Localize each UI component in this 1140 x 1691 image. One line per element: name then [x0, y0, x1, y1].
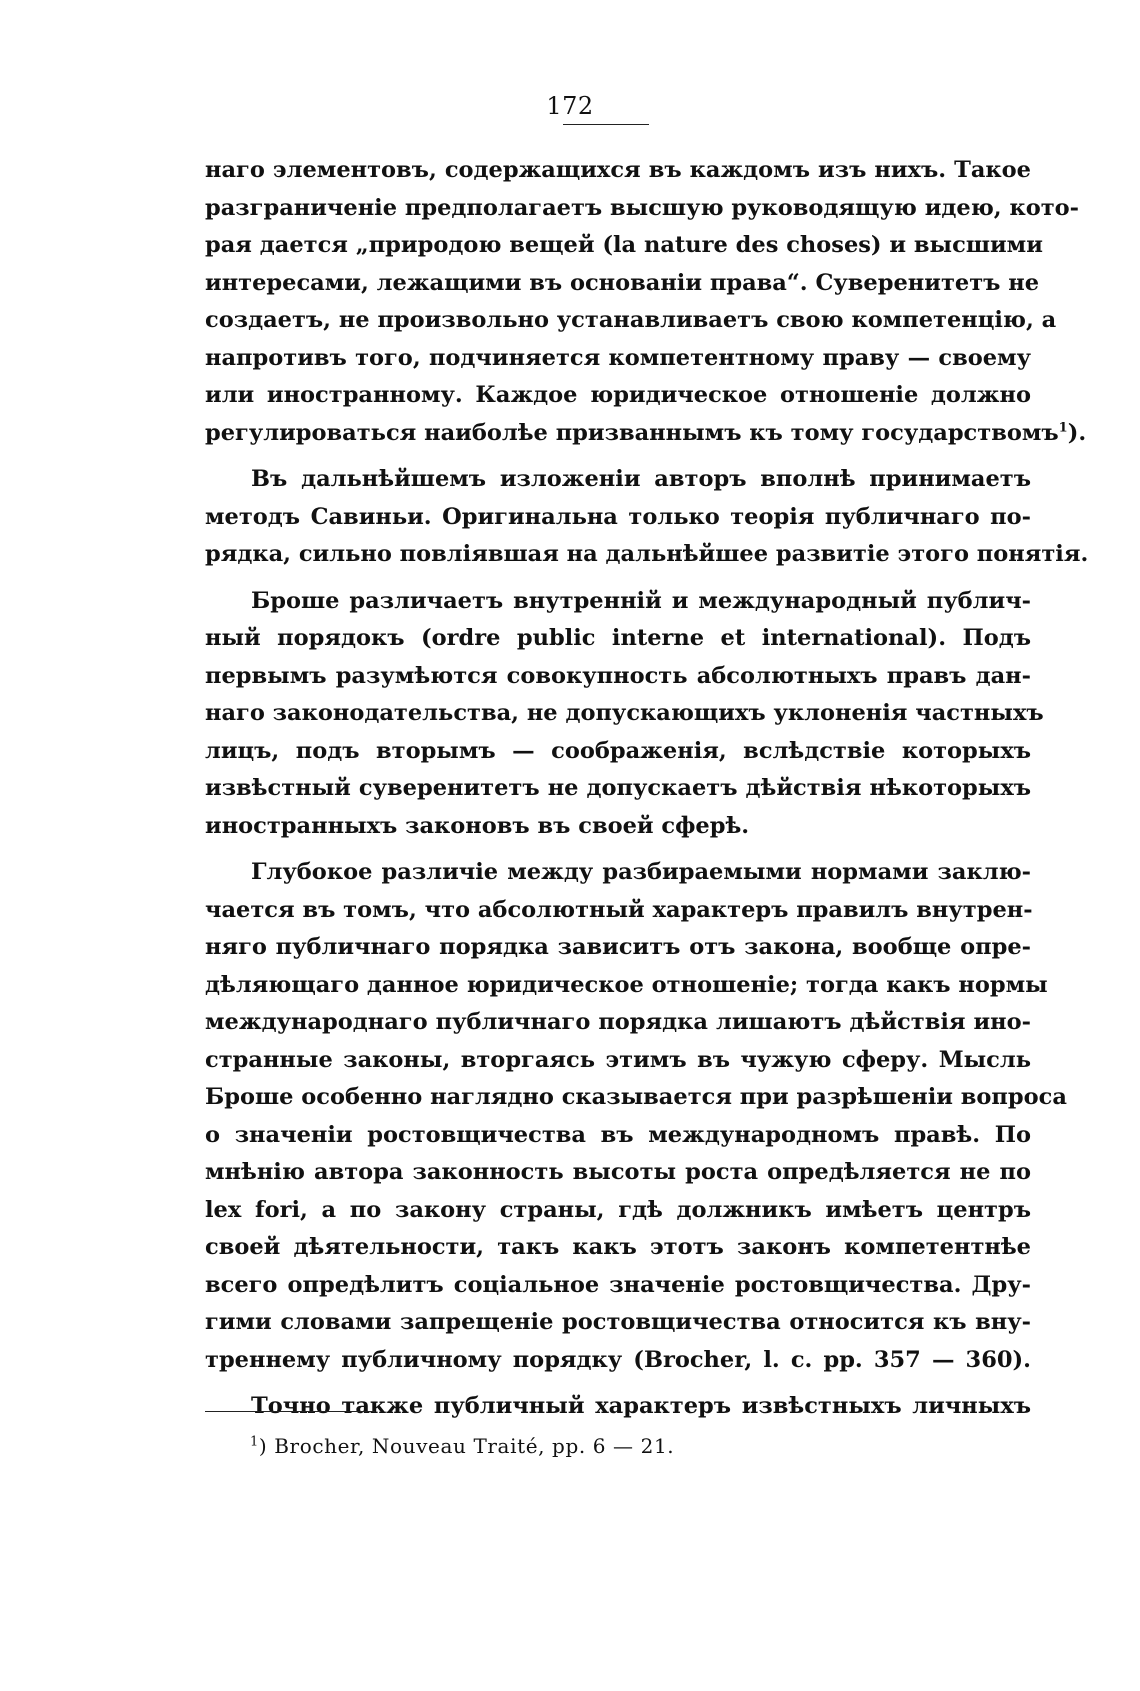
text-line: международнаго публичнаго порядка лишаютъ дѣйствія ино-: [205, 1009, 1031, 1035]
paragraph-2: [205, 461, 1089, 574]
text-line: напротивъ того, подчиняется компетентному праву — своему: [205, 344, 1031, 371]
text-line: треннему публичному порядку (Brocher, l. c. pp. 357 — 360).: [205, 1346, 1031, 1373]
text-line: наго законодательства, не допускающихъ уклоненія частныхъ: [205, 700, 1044, 726]
text-line: Броше особенно наглядно сказывается при разрѣшеніи вопроса: [205, 1084, 1067, 1110]
footnote-text: ) Brocher, Nouveau Traité, pp. 6 — 21.: [258, 1434, 675, 1458]
text-line: странные законы, вторгаясь этимъ въ чужую сферу. Мысль: [205, 1046, 1031, 1073]
text-line: первымъ разумѣются совокупность абсолютныхъ правъ дан-: [205, 662, 1031, 689]
text-line: Въ дальнѣйшемъ изложеніи авторъ вполнѣ принимаетъ: [251, 466, 1031, 492]
text-line: или иностранному. Каждое юридическое отношеніе должно: [205, 382, 1031, 408]
text-line: разграниченіе предполагаетъ высшую руководящую идею, кото-: [205, 194, 1079, 221]
paragraph-1: [205, 152, 1087, 452]
text-line: о значеніи ростовщичества въ международномъ правѣ. По: [205, 1121, 1031, 1148]
text-line: методъ Савиньи. Оригинальна только теорія публичнаго по-: [205, 503, 1031, 530]
text-line: мнѣнію автора законность высоты роста опредѣляется не по: [205, 1159, 1031, 1185]
text-line: рая дается „природою вещей (la nature des choses) и высшими: [205, 232, 1043, 258]
text-line: Глубокое различіе между разбираемыми нормами заклю-: [251, 859, 1031, 885]
text-line: интересами, лежащими въ основаніи права“. Суверенитетъ не: [205, 269, 1040, 296]
text-line: всего опредѣлитъ соціальное значеніе ростовщичества. Дру-: [205, 1271, 1031, 1298]
text-line: наго элементовъ, содержащихся въ каждомъ изъ нихъ. Такое: [205, 157, 1031, 183]
text-line: Броше различаетъ внутренній и международный публич-: [251, 587, 1031, 614]
text-line: ный порядокъ (ordre public interne et international). Подъ: [205, 625, 1031, 651]
page-number-rule: [563, 124, 649, 125]
text-line: иностранныхъ законовъ въ своей сферѣ.: [205, 812, 750, 839]
text-line: гими словами запрещеніе ростовщичества относится къ вну-: [205, 1309, 1031, 1335]
footnote: [250, 1432, 674, 1460]
paragraph-3: [205, 583, 1044, 846]
page-number: 172: [546, 92, 594, 120]
footnote-marker: 1: [250, 1434, 259, 1450]
text-line: lex fori, а по закону страны, гдѣ должникъ имѣетъ центръ: [205, 1196, 1031, 1223]
text-line: Точно также публичный характеръ извѣстныхъ личныхъ: [251, 1393, 1031, 1419]
text-line: дѣляющаго данное юридическое отношеніе; тогда какъ нормы: [205, 971, 1048, 998]
text-line-with-footnote: [205, 415, 1087, 453]
text-line: извѣстный суверенитетъ не допускаетъ дѣйствія нѣкоторыхъ: [205, 775, 1031, 801]
text-line: создаетъ, не произвольно устанавливаетъ свою компетенцію, а: [205, 307, 1057, 333]
paragraph-4: [205, 854, 1067, 1379]
text-line: няго публичнаго порядка зависитъ отъ закона, вообще опре-: [205, 934, 1031, 960]
text-line: рядка, сильно повліявшая на дальнѣйшее развитіе этого понятія.: [205, 541, 1089, 567]
paragraph-5: [205, 1388, 1031, 1426]
footnote-rule: [205, 1411, 375, 1412]
text-line: чается въ томъ, что абсолютный характеръ правилъ внутрен-: [205, 896, 1033, 923]
text-line: лицъ, подъ вторымъ — соображенія, вслѣдствіе которыхъ: [205, 737, 1031, 764]
text-line-tail: ).: [1067, 419, 1087, 446]
footnote-reference: 1: [1058, 420, 1068, 435]
text-line: своей дѣятельности, такъ какъ этотъ законъ компетентнѣе: [205, 1234, 1031, 1260]
body-text: [205, 152, 1089, 1426]
text-line-content: регулироваться наиболѣе призваннымъ къ тому государствомъ: [205, 419, 1059, 446]
